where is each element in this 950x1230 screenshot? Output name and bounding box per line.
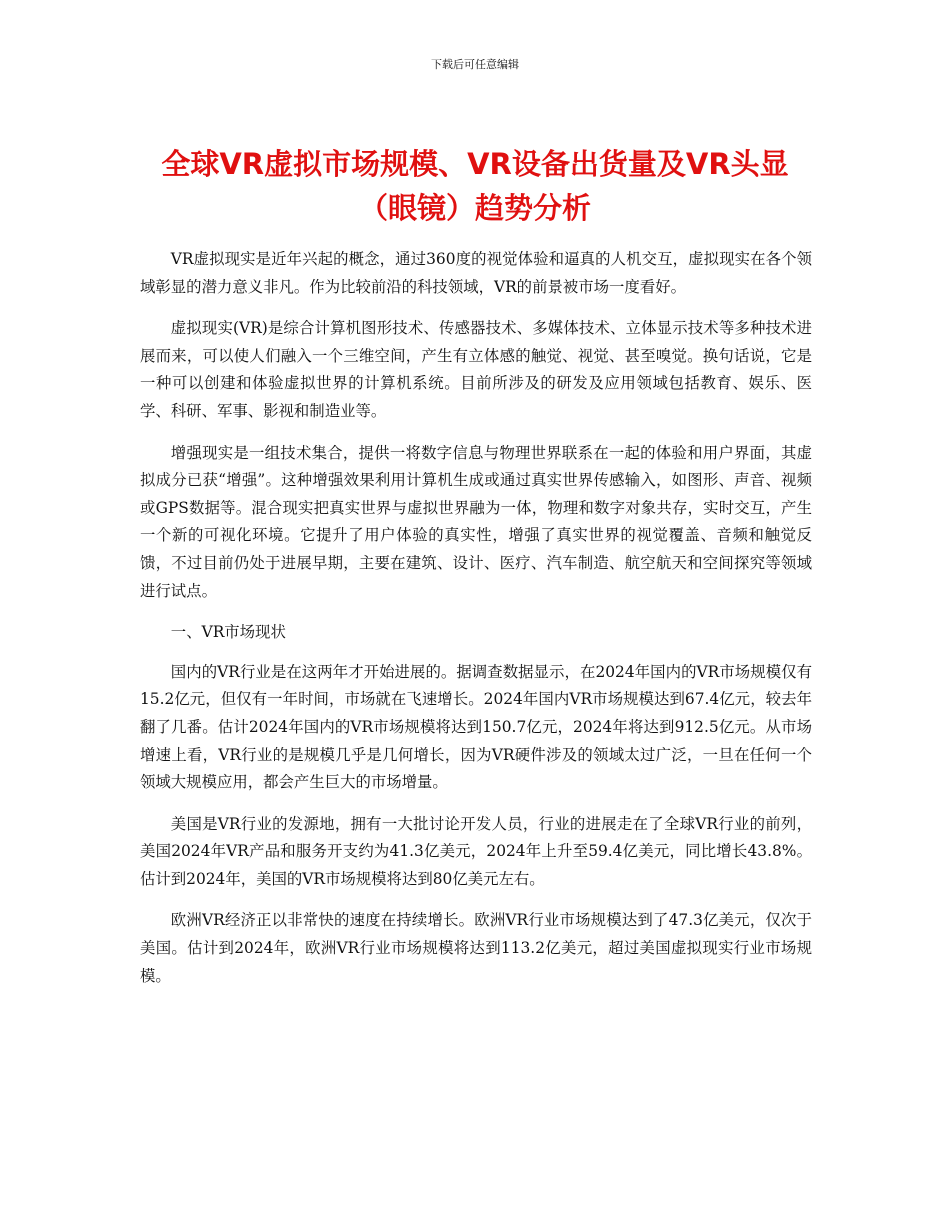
- header-note: 下载后可任意编辑: [431, 58, 519, 71]
- paragraph-europe-market: 欧洲VR经济正以非常快的速度在持续增长。欧洲VR行业市场规模达到了47.3亿美元，仅次于美国。估计到2024年，欧洲VR行业市场规模将达到113.2亿美元，超过美国虚拟现实行业市场规模。: [140, 911, 812, 985]
- paragraph-vr-intro: VR虚拟现实是近年兴起的概念，通过360度的视觉体验和逼真的人机交互，虚拟现实在各个领域彰显的潜力意义非凡。作为比较前沿的科技领域，VR的前景被市场一度看好。: [140, 250, 812, 296]
- paragraph-us-market: 美国是VR行业的发源地，拥有一大批讨论开发人员，行业的进展走在了全球VR行业的前列，美国2024年VR产品和服务开支约为41.3亿美元，2024年上升至59.4亿美元，同比增长43.8%。估计到2024年，美国的VR市场规模将达到80亿美元左右。: [140, 814, 812, 888]
- paragraph-augmented-reality: 增强现实是一组技术集合，提供一将数字信息与物理世界联系在一起的体验和用户界面，其虚拟成分已获“增强”。这种增强效果利用计算机生成或通过真实世界传感输入，如图形、声音、视频或GPS数据等。混合现实把真实世界与虚拟世界融为一体，物理和数字对象共存，实时交互，产生一个新的可视化环境。它提升了用户体验的真实性，增强了真实世界的视觉覆盖、音频和触觉反馈，不过目前仍处于进展早期，主要在建筑、设计、医疗、汽车制造、航空航天和空间探究等领域进行试点。: [140, 443, 812, 600]
- section-heading-market-status: 一、VR市场现状: [170, 623, 286, 642]
- paragraph-domestic-market: 国内的VR行业是在这两年才开始进展的。据调查数据显示，在2024年国内的VR市场规模仅有15.2亿元，但仅有一年时间，市场就在飞速增长。2024年国内VR市场规模达到67.4亿元，较去年翻了几番。估计2024年国内的VR市场规模将达到150.7亿元，2024年将达到912.5亿元。从市场增速上看，VR行业的是规模几乎是几何增长，因为VR硬件涉及的领域太过广泛，一旦在任何一个领域大规模应用，都会产生巨大的市场增量。: [140, 662, 812, 792]
- document-body: [140, 246, 812, 1004]
- paragraph-vr-definition: 虚拟现实(VR)是综合计算机图形技术、传感器技术、多媒体技术、立体显示技术等多种技术进展而来，可以使人们融入一个三维空间，产生有立体感的触觉、视觉、甚至嗅觉。换句话说，它是一种可以创建和体验虚拟世界的计算机系统。目前所涉及的研发及应用领域包括教育、娱乐、医学、科研、军事、影视和制造业等。: [140, 319, 812, 420]
- document-title: 全球VR虚拟市场规模、VR设备出货量及VR头显（眼镜）趋势分析: [161, 147, 789, 225]
